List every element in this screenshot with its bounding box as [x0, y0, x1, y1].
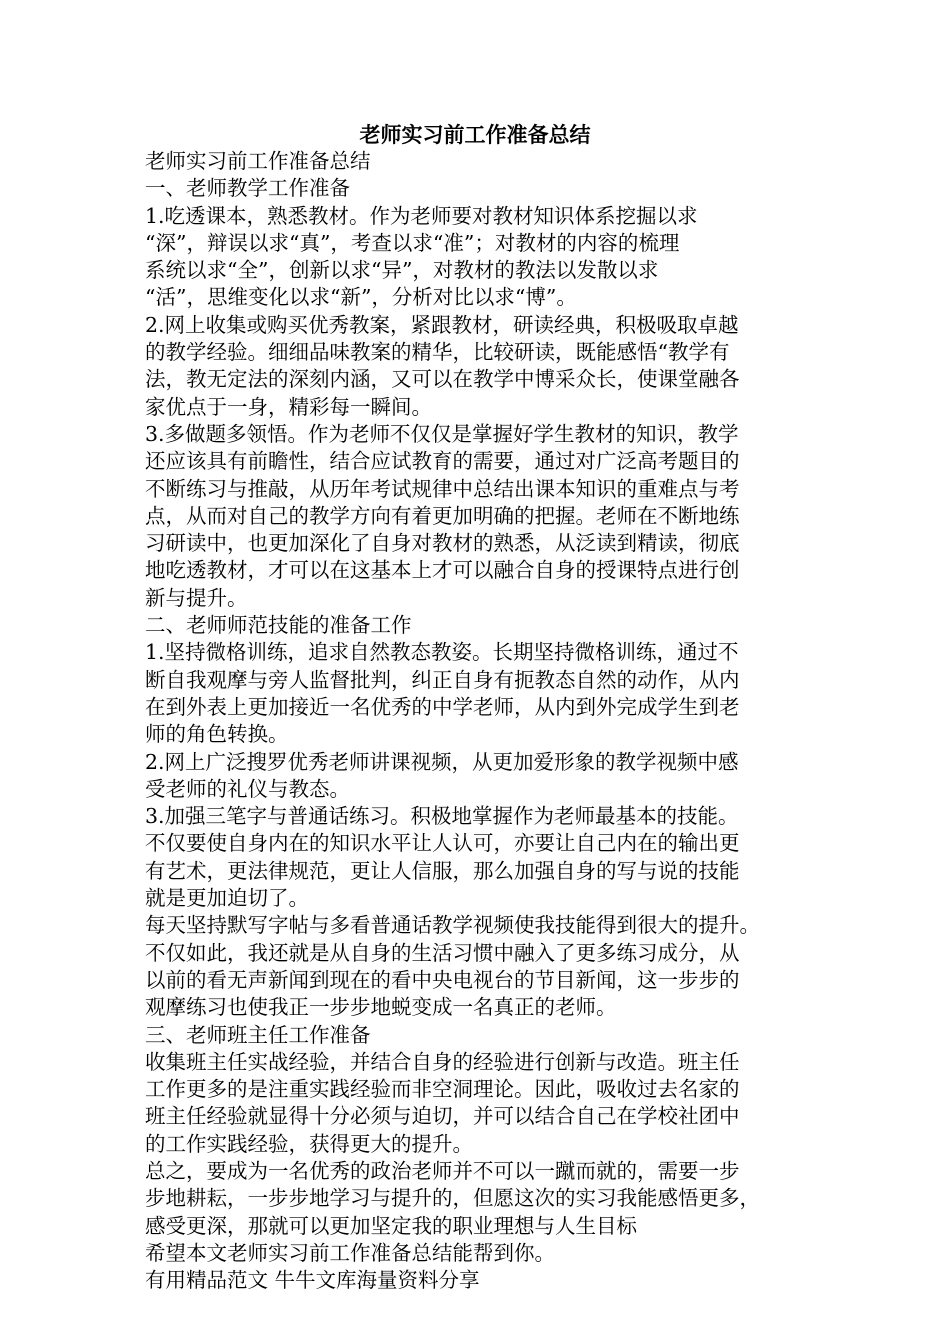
text-line: 每天坚持默写字帖与多看普通话教学视频使我技能得到很大的提升。: [145, 913, 760, 938]
text-line: “深”，辩误以求“真”，考查以求“准”；对教材的内容的梳理: [145, 230, 680, 255]
text-line: 三、老师班主任工作准备: [145, 1022, 371, 1047]
text-line: 有艺术，更法律规范，更让人信服，那么加强自身的写与说的技能: [145, 858, 740, 883]
text-line: “活”，思维变化以求“新”，分析对比以求“博”。: [145, 285, 577, 310]
text-line: 收集班主任实战经验，并结合自身的经验进行创新与改造。班主任: [145, 1049, 740, 1074]
text-line: 2.网上收集或购买优秀教案，紧跟教材，研读经典，积极吸取卓越: [145, 312, 739, 337]
text-line: 师的角色转换。: [145, 722, 289, 747]
text-line: 系统以求“全”，创新以求“异”，对教材的教法以发散以求: [145, 258, 659, 283]
text-line: 班主任经验就显得十分必须与迫切，并可以结合自己在学校社团中: [145, 1104, 740, 1129]
text-line: 家优点于一身，精彩每一瞬间。: [145, 394, 432, 419]
text-line: 步地耕耘，一步步地学习与提升的，但愿这次的实习我能感悟更多，: [145, 1186, 760, 1211]
text-line: 观摩练习也使我正一步步地蜕变成一名真正的老师。: [145, 995, 617, 1020]
text-line: 希望本文老师实习前工作准备总结能帮到你。: [145, 1240, 555, 1265]
text-line: 以前的看无声新闻到现在的看中央电视台的节目新闻，这一步步的: [145, 967, 740, 992]
text-line: 点，从而对自己的教学方向有着更加明确的把握。老师在不断地练: [145, 503, 740, 528]
text-line: 1.吃透课本，熟悉教材。作为老师要对教材知识体系挖掘以求: [145, 203, 698, 228]
text-line: 3.多做题多领悟。作为老师不仅仅是掌握好学生教材的知识，教学: [145, 421, 739, 446]
text-line: 总之，要成为一名优秀的政治老师并不可以一蹴而就的，需要一步: [145, 1158, 740, 1183]
text-line: 老师实习前工作准备总结: [145, 149, 371, 173]
text-line: 受老师的礼仪与教态。: [145, 776, 350, 801]
text-line: 2.网上广泛搜罗优秀老师讲课视频，从更加爱形象的教学视频中感: [145, 749, 739, 774]
text-line: 新与提升。: [145, 585, 248, 610]
text-line: 1.坚持微格训练，追求自然教态教姿。长期坚持微格训练，通过不: [145, 640, 739, 665]
text-line: 一、老师教学工作准备: [145, 176, 350, 201]
text-line: 不仅要使自身内在的知识水平让人认可，亦要让自己内在的输出更: [145, 831, 740, 856]
text-line: 习研读中，也更加深化了自身对教材的熟悉，从泛读到精读，彻底: [145, 531, 740, 556]
text-line: 地吃透教材，才可以在这基本上才可以融合自身的授课特点进行创: [145, 558, 740, 583]
text-line: 二、老师师范技能的准备工作: [145, 613, 412, 638]
text-line: 感受更深，那就可以更加坚定我的职业理想与人生目标: [145, 1213, 637, 1238]
text-line: 法，教无定法的深刻内涵，又可以在教学中博采众长，使课堂融各: [145, 367, 740, 392]
document-body: [145, 148, 813, 1294]
text-line: 不断练习与推敲，从历年考试规律中总结出课本知识的重难点与考: [145, 476, 740, 501]
text-line: 工作更多的是注重实践经验而非空洞理论。因此，吸收过去名家的: [145, 1077, 740, 1102]
text-line: 的工作实践经验，获得更大的提升。: [145, 1131, 473, 1156]
text-line: 就是更加迫切了。: [145, 886, 309, 911]
text-line: 还应该具有前瞻性，结合应试教育的需要，通过对广泛高考题目的: [145, 449, 740, 474]
text-line: 有用精品范文 牛牛文库海量资料分享: [145, 1268, 480, 1293]
text-line: 的教学经验。细细品味教案的精华，比较研读，既能感悟“教学有: [145, 340, 730, 365]
text-line: 断自我观摩与旁人监督批判，纠正自身有扼教态自然的动作，从内: [145, 667, 740, 692]
text-line: 在到外表上更加接近一名优秀的中学老师，从内到外完成学生到老: [145, 694, 740, 719]
text-line: 3.加强三笔字与普通话练习。积极地掌握作为老师最基本的技能。: [145, 804, 739, 829]
text-line: 不仅如此，我还就是从自身的生活习惯中融入了更多练习成分，从: [145, 940, 740, 965]
document-title: 老师实习前工作准备总结: [359, 122, 591, 147]
